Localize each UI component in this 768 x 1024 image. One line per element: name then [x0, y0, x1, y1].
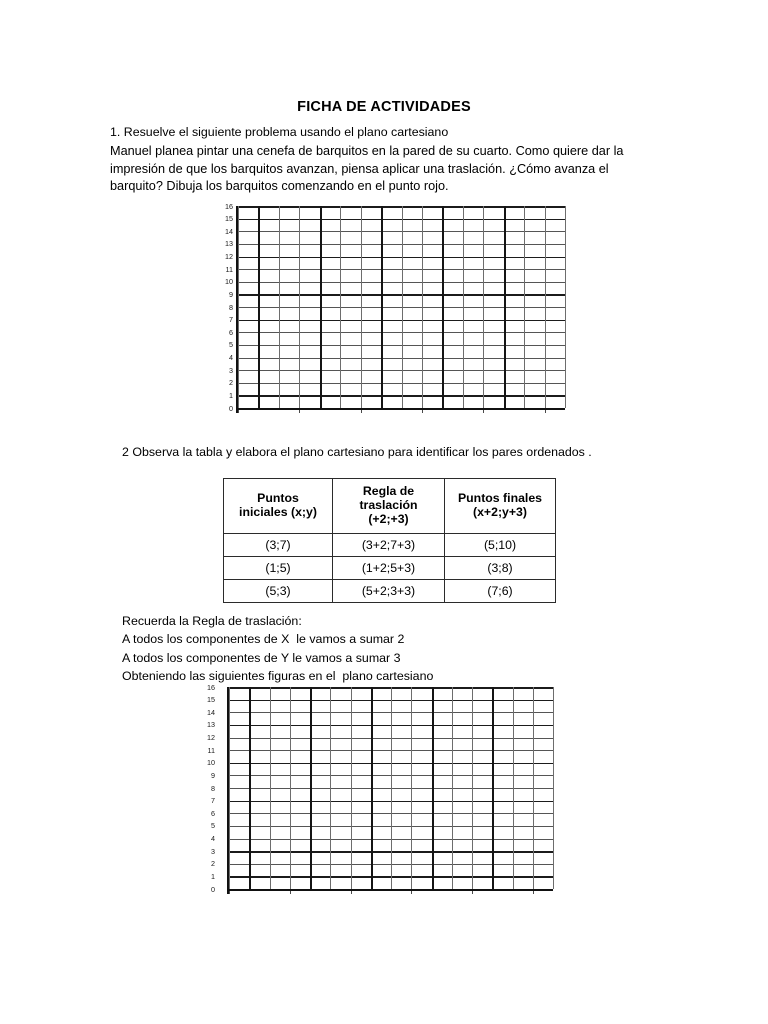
grid-line-vertical: [279, 206, 280, 408]
grid-line-vertical: [391, 687, 392, 889]
grid-line-vertical: [361, 206, 362, 408]
rule-line-1: Recuerda la Regla de traslación:: [122, 614, 302, 628]
y-axis-tick-label: 7: [229, 315, 233, 325]
table-cell-final-point: (3;8): [445, 556, 556, 579]
grid-line-vertical: [310, 687, 312, 889]
table-header-line: Regla de: [362, 484, 415, 498]
y-axis-tick-label: 8: [211, 783, 215, 793]
y-axis-tick-label: 0: [229, 403, 233, 413]
grid-line-vertical: [320, 206, 322, 408]
y-axis: [227, 687, 229, 894]
y-axis-tick-label: 16: [225, 201, 233, 211]
grid-line-vertical: [290, 687, 291, 889]
grid-line-vertical: [513, 687, 514, 889]
grid-line-vertical: [238, 206, 239, 408]
table-header-line: iniciales (x;y): [239, 505, 317, 520]
y-axis-tick-label: 6: [229, 327, 233, 337]
x-axis-tick: [422, 410, 423, 413]
x-axis: [236, 408, 565, 410]
y-axis-tick-label: 12: [225, 252, 233, 262]
y-axis-tick-label: 13: [225, 239, 233, 249]
grid-line-vertical: [442, 206, 444, 408]
grid-line-vertical: [402, 206, 403, 408]
grid-line-vertical: [351, 687, 352, 889]
y-axis-tick-label: 8: [229, 302, 233, 312]
table-header-line: (x+2;y+3): [472, 505, 527, 520]
y-axis-tick-label: 13: [207, 720, 215, 730]
grid-line-vertical: [452, 687, 453, 889]
grid-line-vertical: [565, 206, 566, 408]
y-axis-tick-label: 3: [211, 846, 215, 856]
y-axis-tick-label: 2: [211, 859, 215, 869]
table-cell-final-point: (5;10): [445, 533, 556, 556]
exercise-1-label: 1. Resuelve el siguiente problema usando el plano cartesiano: [110, 125, 449, 139]
rule-line-4: Obteniendo las siguientes figuras en el plano cartesiano: [122, 669, 434, 684]
translation-table-wrap: [223, 478, 556, 603]
grid-area: [229, 687, 553, 889]
table-row: [224, 556, 556, 579]
x-axis-tick: [290, 891, 291, 894]
table-header-initial-points: [224, 479, 333, 534]
y-axis-tick-label: 10: [225, 277, 233, 287]
x-axis-tick: [299, 410, 300, 413]
table-header-line: (+2;+3): [368, 512, 409, 527]
y-axis-tick-label: 5: [211, 821, 215, 831]
table-header-row: [224, 479, 556, 534]
grid-line-vertical: [472, 687, 473, 889]
y-axis-tick-label: 10: [207, 758, 215, 768]
grid-line-vertical: [432, 687, 434, 889]
grid-line-vertical: [411, 687, 412, 889]
table-row: [224, 579, 556, 602]
grid-line-vertical: [524, 206, 525, 408]
grid-line-vertical: [299, 206, 300, 408]
x-axis: [227, 889, 553, 891]
grid-line-vertical: [463, 206, 464, 408]
y-axis-tick-label: 0: [211, 884, 215, 894]
grid-area: [238, 206, 565, 408]
y-axis-tick-label: 5: [229, 340, 233, 350]
x-axis-tick: [533, 891, 534, 894]
y-axis-tick-label: 1: [229, 390, 233, 400]
grid-line-vertical: [492, 687, 494, 889]
x-axis-tick: [351, 891, 352, 894]
y-axis-tick-label: 15: [225, 214, 233, 224]
exercise-2-body: 2 Observa la tabla y elabora el plano cartesiano para identificar los pares ordenados .: [122, 445, 592, 459]
x-axis-tick: [472, 891, 473, 894]
y-axis-tick-label: 11: [207, 745, 215, 755]
grid-line-vertical: [330, 687, 331, 889]
x-axis-tick: [361, 410, 362, 413]
table-cell-initial-point: (5;3): [224, 579, 333, 602]
y-axis-tick-label: 6: [211, 808, 215, 818]
cartesian-plane-1: [218, 201, 568, 422]
table-cell-final-point: (7;6): [445, 579, 556, 602]
y-axis-tick-label: 15: [207, 695, 215, 705]
grid-line-vertical: [340, 206, 341, 408]
translation-table: [223, 478, 556, 603]
table-header-translation-rule: [333, 479, 445, 534]
grid-line-vertical: [533, 687, 534, 889]
table-cell-rule: (3+2;7+3): [333, 533, 445, 556]
grid-line-vertical: [553, 687, 554, 889]
x-axis-tick: [545, 410, 546, 413]
rule-line-3: A todos los componentes de Y le vamos a sumar 3: [122, 650, 401, 665]
y-axis: [236, 206, 238, 413]
grid-line-vertical: [371, 687, 373, 889]
exercise-1-body: Manuel planea pintar una cenefa de barquitos en la pared de su cuarto. Como quiere dar la impresión de que los barquitos avanzan, piensa aplicar una traslación. ¿Cómo avanza el barquito? Dibuja los barquitos comenzando en el punto rojo.: [110, 144, 624, 194]
grid-line-vertical: [545, 206, 546, 408]
x-axis-tick: [229, 891, 230, 894]
y-axis-tick-label: 2: [229, 378, 233, 388]
x-axis-tick: [483, 410, 484, 413]
table-header-line: Puntos: [257, 491, 299, 506]
table-row: [224, 533, 556, 556]
grid-line-vertical: [258, 206, 260, 408]
rule-line-2: A todos los componentes de X le vamos a sumar 2: [122, 632, 405, 647]
x-axis-tick: [238, 410, 239, 413]
grid-line-vertical: [270, 687, 271, 889]
grid-line-vertical: [229, 687, 230, 889]
y-axis-tick-label: 3: [229, 365, 233, 375]
cartesian-plane-2: [200, 682, 555, 903]
y-axis-tick-label: 14: [225, 226, 233, 236]
y-axis-tick-label: 4: [211, 834, 215, 844]
y-axis-tick-label: 4: [229, 353, 233, 363]
table-header-final-points: [445, 479, 556, 534]
table-cell-initial-point: (3;7): [224, 533, 333, 556]
table-cell-rule: (5+2;3+3): [333, 579, 445, 602]
y-axis-tick-label: 12: [207, 733, 215, 743]
x-axis-tick: [411, 891, 412, 894]
grid-line-vertical: [381, 206, 383, 408]
grid-line-vertical: [249, 687, 251, 889]
grid-line-vertical: [422, 206, 423, 408]
y-axis-tick-label: 16: [207, 682, 215, 692]
page-title: FICHA DE ACTIVIDADES: [297, 99, 471, 115]
table-cell-rule: (1+2;5+3): [333, 556, 445, 579]
y-axis-tick-label: 7: [211, 796, 215, 806]
y-axis-tick-label: 9: [229, 289, 233, 299]
table-header-line: traslación: [359, 498, 418, 513]
grid-line-vertical: [504, 206, 506, 408]
y-axis-tick-label: 9: [211, 770, 215, 780]
table-header-line: Puntos finales: [457, 491, 543, 506]
y-axis-tick-label: 11: [225, 264, 233, 274]
y-axis-tick-label: 14: [207, 707, 215, 717]
table-cell-initial-point: (1;5): [224, 556, 333, 579]
translation-rules: [122, 612, 642, 686]
y-axis-tick-label: 1: [211, 871, 215, 881]
grid-line-vertical: [483, 206, 484, 408]
